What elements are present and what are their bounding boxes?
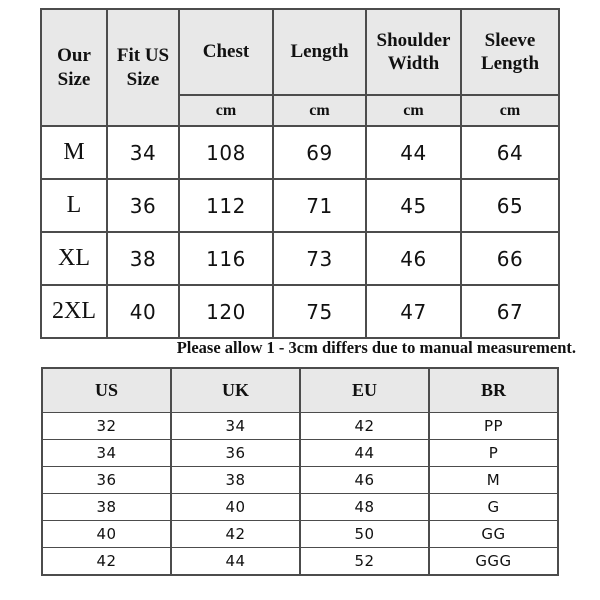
size-conversion-table [41, 367, 559, 576]
value-cell: 73 [273, 232, 366, 285]
conversion-header-row [42, 368, 558, 413]
value-cell: 46 [366, 232, 461, 285]
table-row [42, 467, 558, 494]
value-cell: 48 [300, 494, 429, 521]
value-cell: 42 [300, 413, 429, 440]
value-cell: 34 [171, 413, 300, 440]
unit-cell: cm [273, 95, 366, 126]
table-row [42, 521, 558, 548]
column-header-us: US [42, 368, 171, 413]
table-row [42, 548, 558, 575]
value-cell: 42 [42, 548, 171, 575]
value-cell: 50 [300, 521, 429, 548]
table-row [41, 232, 559, 285]
unit-cell: cm [179, 95, 273, 126]
value-cell: 52 [300, 548, 429, 575]
value-cell: 42 [171, 521, 300, 548]
value-cell: M [429, 467, 558, 494]
column-header-eu: EU [300, 368, 429, 413]
unit-cell: cm [366, 95, 461, 126]
table-row [41, 179, 559, 232]
value-cell: 36 [171, 440, 300, 467]
size-table-header-row [41, 9, 559, 95]
column-header-uk: UK [171, 368, 300, 413]
value-cell: 34 [107, 126, 179, 179]
value-cell: 40 [42, 521, 171, 548]
size-cell: M [41, 126, 107, 179]
value-cell: 71 [273, 179, 366, 232]
value-cell: 66 [461, 232, 559, 285]
value-cell: 120 [179, 285, 273, 338]
value-cell: GGG [429, 548, 558, 575]
value-cell: 64 [461, 126, 559, 179]
unit-cell: cm [461, 95, 559, 126]
value-cell: 108 [179, 126, 273, 179]
size-cell: L [41, 179, 107, 232]
column-header-length: Length [273, 9, 366, 95]
value-cell: 44 [300, 440, 429, 467]
value-cell: P [429, 440, 558, 467]
value-cell: 40 [171, 494, 300, 521]
table-row [42, 413, 558, 440]
column-header-sleeve-length: Sleeve Length [461, 9, 559, 95]
size-table [40, 8, 560, 339]
size-cell: XL [41, 232, 107, 285]
column-header-fit-us-size: Fit US Size [107, 9, 179, 126]
table-row [42, 494, 558, 521]
value-cell: 38 [42, 494, 171, 521]
value-cell: 32 [42, 413, 171, 440]
value-cell: 44 [171, 548, 300, 575]
size-cell: 2XL [41, 285, 107, 338]
value-cell: 38 [171, 467, 300, 494]
measurement-note: Please allow 1 - 3cm differs due to manual measurement. [176, 338, 576, 357]
column-header-br: BR [429, 368, 558, 413]
value-cell: 36 [42, 467, 171, 494]
value-cell: 36 [107, 179, 179, 232]
value-cell: 34 [42, 440, 171, 467]
value-cell: 46 [300, 467, 429, 494]
value-cell: 116 [179, 232, 273, 285]
column-header-chest: Chest [179, 9, 273, 95]
value-cell: 75 [273, 285, 366, 338]
value-cell: 44 [366, 126, 461, 179]
table-row [41, 126, 559, 179]
column-header-our-size: Our Size [41, 9, 107, 126]
value-cell: 38 [107, 232, 179, 285]
value-cell: 112 [179, 179, 273, 232]
value-cell: 69 [273, 126, 366, 179]
table-row [42, 440, 558, 467]
value-cell: 67 [461, 285, 559, 338]
value-cell: 65 [461, 179, 559, 232]
value-cell: 47 [366, 285, 461, 338]
value-cell: 45 [366, 179, 461, 232]
value-cell: 40 [107, 285, 179, 338]
value-cell: PP [429, 413, 558, 440]
table-row [41, 285, 559, 338]
value-cell: G [429, 494, 558, 521]
value-cell: GG [429, 521, 558, 548]
column-header-shoulder-width: Shoulder Width [366, 9, 461, 95]
